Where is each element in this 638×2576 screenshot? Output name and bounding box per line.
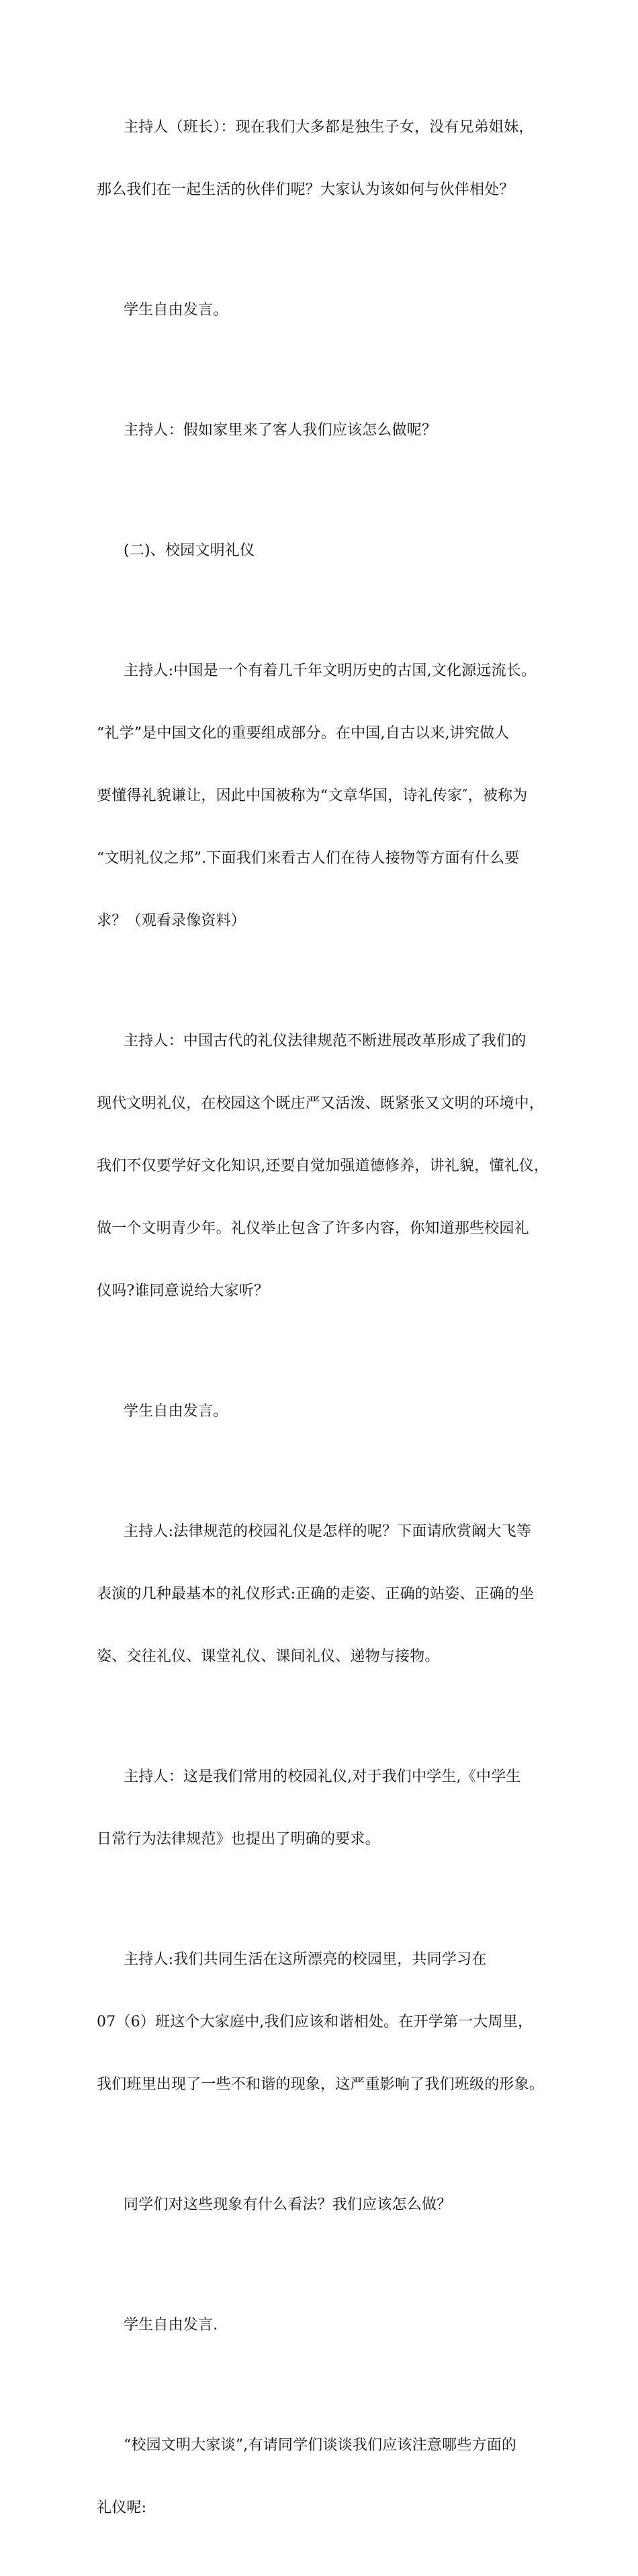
text-line: 做一个文明青少年。礼仪举止包含了许多内容，你知道那些校园礼 (97, 1220, 529, 1237)
text-line: 我们班里出现了一些不和谐的现象，这严重影响了我们班级的形象。 (97, 2076, 545, 2093)
text-line: 礼仪呢: (97, 2499, 147, 2516)
paragraph (97, 75, 551, 242)
text-line: 同学们对这些现象有什么看法？我们应该怎么做？ (124, 2196, 452, 2213)
text-line: 要懂得礼貌谦让，因此中国被称为“文章华国，诗礼传家″，被称为 (97, 787, 528, 804)
text-line: 07（6）班这个大家庭中,我们应该和谐相处。在开学第一大周里， (97, 2014, 533, 2030)
paragraph (97, 989, 551, 1343)
paragraph (97, 2153, 551, 2257)
text-line: 主持人：这是我们常用的校园礼仪,对于我们中学生,《中学生 (124, 1768, 521, 1785)
paragraph (97, 378, 551, 482)
text-line: 现代文明礼仪，在校园这个既庄严又活泼、既紧张又文明的环境中， (97, 1095, 545, 1112)
text-line: 表演的几种最基本的礼仪形式:正确的走姿、正确的站姿、正确的坐 (97, 1586, 535, 1602)
text-line: 求？（观看录像资料） (97, 912, 246, 929)
paragraph (97, 1725, 551, 1891)
text-line: 主持人:法律规范的校园礼仪是怎样的呢？下面请欣赏阚大飞等 (124, 1523, 532, 1540)
text-line: 学生自由发言. (124, 2317, 218, 2333)
text-line: 仪吗?谁同意说给大家听？ (97, 1283, 269, 1299)
text-line: 主持人:我们共同生活在这所漂亮的校园里，共同学习在 (124, 1951, 487, 1968)
text-line: “礼学”是中国文化的重要组成部分。在中国,自古以来,讲究做人 (97, 725, 510, 742)
section-heading-text: (二)、校园文明礼仪 (124, 542, 255, 559)
paragraph (97, 1359, 551, 1463)
paragraph (97, 258, 551, 362)
paragraph (97, 1479, 551, 1709)
paragraph (97, 619, 551, 973)
text-line: 日常行为法律规范》也提出了明确的要求。 (97, 1831, 380, 1848)
text-line: 主持人:中国是一个有着几千年文明历史的古国,文化源远流长。 (124, 662, 537, 679)
document-body (97, 75, 551, 2576)
text-line: 学生自由发言。 (124, 302, 228, 318)
paragraph (97, 2393, 551, 2560)
text-line: 那么我们在一起生活的伙伴们呢？大家认为该如何与伙伴相处？ (97, 181, 514, 198)
text-line: 我们不仅要学好文化知识,还要自觉加强道德修养，讲礼貌，懂礼仪， (97, 1158, 549, 1174)
text-line: 主持人：中国古代的礼仪法律规范不断进展改革形成了我们的 (124, 1033, 527, 1049)
text-line: 主持人：假如家里来了客人我们应该怎么做呢？ (124, 422, 437, 439)
section-heading (97, 499, 551, 603)
text-line: 姿、交往礼仪、课堂礼仪、课间礼仪、递物与接物。 (97, 1648, 440, 1665)
text-line: “文明礼仪之邦”.下面我们来看古人们在待人接物等方面有什么要 (97, 850, 520, 867)
text-line: 主持人（班长）：现在我们大多都是独生子女，没有兄弟姐妹， (124, 119, 534, 136)
text-line: “校园文明大家谈”,有请同学们谈谈我们应该注意哪些方面的 (124, 2437, 517, 2454)
paragraph (97, 2273, 551, 2377)
paragraph (97, 1907, 551, 2137)
text-line: 学生自由发言。 (124, 1403, 228, 1420)
